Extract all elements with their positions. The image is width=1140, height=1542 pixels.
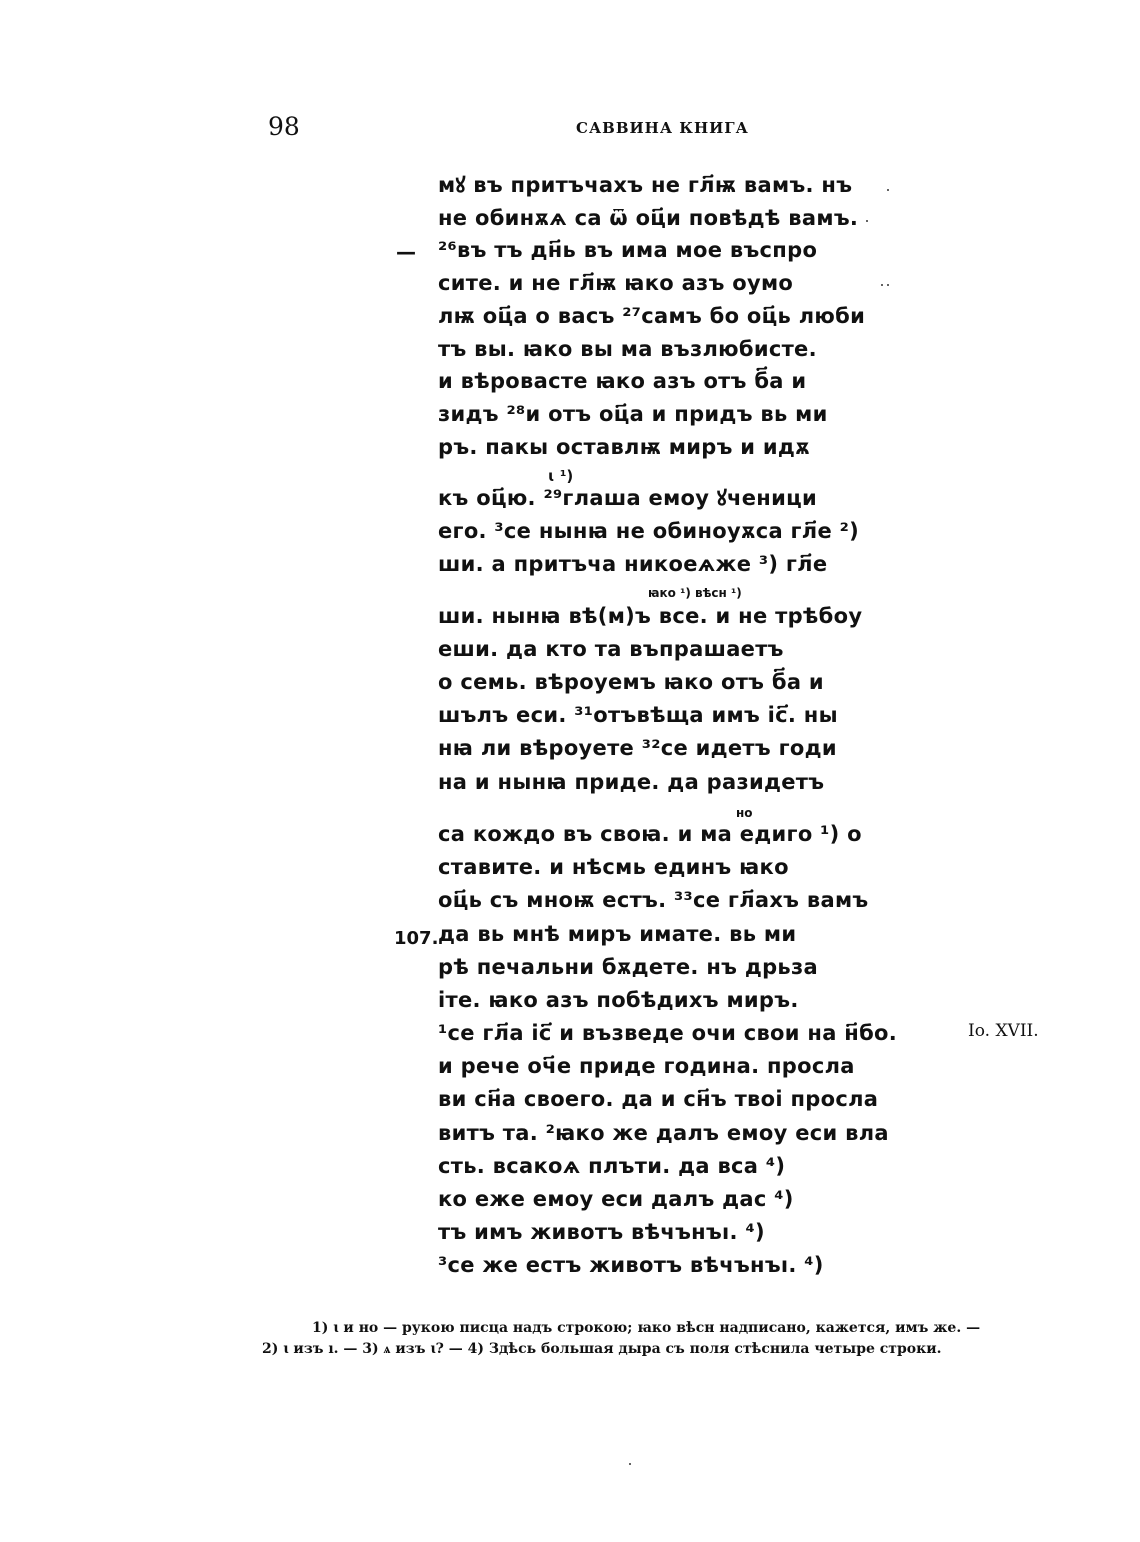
margin-reference: Io. XVII.	[968, 1021, 1039, 1041]
text-line: не обинѫѧ са ѿ оц҃и повѣдѣ вамъ.	[438, 206, 859, 230]
text-line: да вь мнѣ миръ имате. вь ми	[438, 922, 797, 946]
text-line: еши. да кто та въпрашаетъ	[438, 637, 784, 661]
speck	[887, 284, 889, 286]
text-line: и вѣровасте ꙗко азъ отъ б҃а и	[438, 369, 807, 393]
interlinear-note: ꙗко ¹) вѣсн ¹)	[648, 586, 742, 600]
text-line: тъ вы. ꙗко вы ма възлюбисте.	[438, 337, 817, 361]
text-line: и рече оч҃е приде година. просла	[438, 1054, 855, 1078]
running-title: САВВИНА КНИГА	[576, 119, 749, 137]
text-line: ³се же естъ животъ вѣчънъı. ⁴)	[438, 1253, 824, 1277]
text-line: о семь. вѣроуемъ ꙗко отъ б҃а и	[438, 670, 824, 694]
text-line: ²⁶въ тъ дн҃ь въ има мое въспро	[438, 238, 818, 262]
text-line: мꙋ въ притъчахъ не гл҃ѭ вамъ. нъ	[438, 173, 853, 197]
speck	[629, 1463, 631, 1465]
text-line: зидъ ²⁸и отъ оц҃а и придъ вь ми	[438, 402, 828, 426]
text-line: ши. а притъча никоеѧже ³) гл҃е	[438, 552, 828, 576]
text-line: нꙗ ли вѣроуете ³²се идетъ годи	[438, 736, 837, 760]
text-line: тъ имъ животъ вѣчънъı. ⁴)	[438, 1220, 765, 1244]
speck	[887, 189, 889, 191]
interlinear-note: ꙇ ¹)	[548, 467, 574, 485]
text-line: ¹се гл҃а іс҃ и възведе очи свои на н҃бо.	[438, 1021, 898, 1045]
text-line: ставите. и нѣсмь единъ ꙗко	[438, 855, 789, 879]
text-line: оц҃ь съ мноѭ естъ. ³³се гл҃ахъ вамъ	[438, 888, 869, 912]
text-line: ко еже емоу еси далъ дас ⁴)	[438, 1187, 794, 1211]
text-line: его. ³се нынꙗ не обиноуѫса гл҃е ²)	[438, 519, 860, 543]
speck	[881, 284, 883, 286]
text-line: рѣ печальни бѫдете. нъ дрьза	[438, 955, 818, 979]
text-line: ръ. пакы оставлѭ миръ и идѫ	[438, 435, 810, 459]
text-line: лѭ оц҃а о васъ ²⁷самъ бо оц҃ь люби	[438, 304, 866, 328]
text-line: ши. нынꙗ вѣ(м)ъ все. и не трѣбоу	[438, 604, 863, 628]
interlinear-note: но	[736, 806, 753, 820]
speck	[866, 220, 868, 222]
text-line: іте. ꙗко азъ побѣдихъ миръ.	[438, 988, 799, 1012]
text-line: шълъ еси. ³¹отъвѣща имъ іс҃. ны	[438, 703, 838, 727]
dash-marker: —	[396, 240, 416, 264]
text-line: сите. и не гл҃ѭ ꙗко азъ оумо	[438, 271, 794, 295]
text-line: на и нынꙗ приде. да разидетъ	[438, 770, 825, 794]
leaf-number: 107.	[394, 928, 439, 949]
page-number: 98	[268, 112, 300, 141]
text-line: сть. всакоѧ плъти. да вса ⁴)	[438, 1154, 786, 1178]
text-line: са кождо въ своꙗ. и ма едиго ¹) о	[438, 822, 862, 846]
text-line: витъ та. ²ꙗко же далъ емоу еси вла	[438, 1121, 889, 1145]
footnote-line: 2) ꙇ изъ ı. — 3) ѧ изъ ꙇ? — 4) Здѣсь большая дыра съ поля стѣснила четыре строки.	[262, 1341, 942, 1357]
text-line: ви сн҃а своего. да и сн҃ъ твоі просла	[438, 1087, 879, 1111]
footnote-line: 1) ꙇ и но — рукою писца надъ строкою; ꙗко вѣсн надписано, кажется, имъ же. —	[312, 1320, 981, 1336]
text-line: къ оц҃ю. ²⁹глаша емоу ꙋченици	[438, 486, 817, 510]
